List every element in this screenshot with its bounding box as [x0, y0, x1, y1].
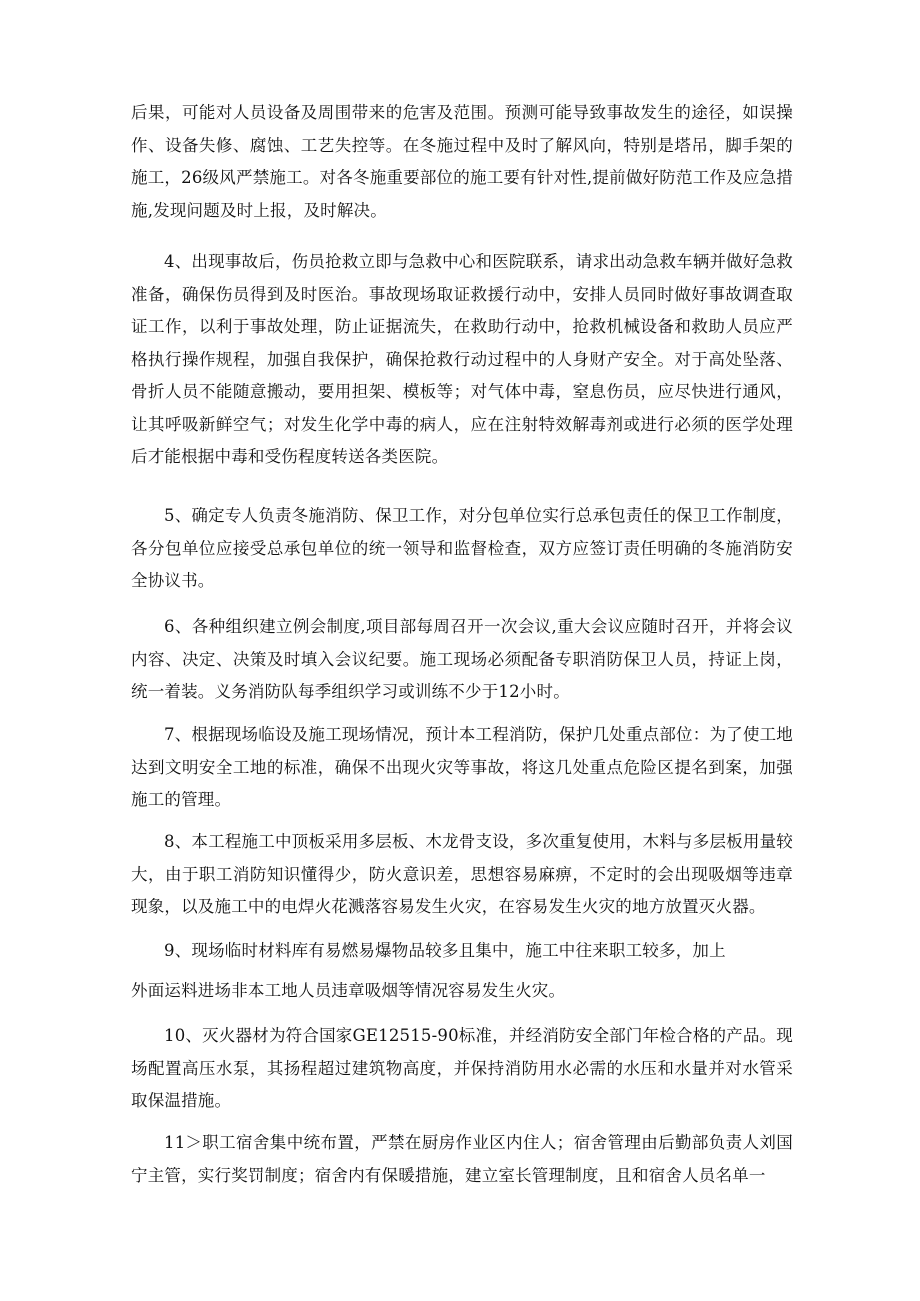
paragraph-item-10: 10、灭火器材为符合国家GE12515-90标准，并经消防安全部门年检合格的产品。现场配置高压水泵，其扬程超过建筑物高度，并保持消防用水必需的水压和水量并对水管采取保温措施。	[131, 1026, 793, 1110]
paragraph-item-4: 4、出现事故后，伤员抢救立即与急救中心和医院联系，请求出动急救车辆并做好急救准备，确保伤员得到及时医治。事故现场取证救援行动中，安排人员同时做好事故调查取证工作，以利于事故处理，防止证据流失，在救助行动中，抢救机械设备和救助人员应严格执行操作规程，加强自我保护，确保抢救行动过程中的人身财产安全。对于高处坠落、骨折人员不能随意搬动，要用担架、模板等；对气体中毒，窒息伤员，应尽快进行通风，让其呼吸新鲜空气；对发生化学中毒的病人，应在注射特效解毒剂或进行必须的医学处理后才能根据中毒和受伤程度转送各类医院。	[131, 252, 793, 466]
paragraph-item-6: 6、各种组织建立例会制度,项目部每周召开一次会议,重大会议应随时召开，并将会议内容、决定、决策及时填入会议纪要。施工现场必须配备专职消防保卫人员，持证上岗，统一着装。义务消防队每季组织学习或训练不少于12小时。	[131, 617, 793, 701]
paragraph-continuation: 后果，可能对人员设备及周围带来的危害及范围。预测可能导致事故发生的途径，如误操作、设备失修、腐蚀、工艺失控等。在冬施过程中及时了解风向，特别是塔吊，脚手架的施工，26级风严禁施工。对各冬施重要部位的施工要有针对性,提前做好防范工作及应急措施,发现问题及时上报，及时解决。	[131, 103, 793, 220]
paragraph-item-11: 11＞职工宿舍集中统布置，严禁在厨房作业区内住人；宿舍管理由后勤部负责人刘国宁主管，实行奖罚制度；宿舍内有保暖措施，建立室长管理制度，且和宿舍人员名单一	[131, 1133, 793, 1185]
paragraph-item-5: 5、确定专人负责冬施消防、保卫工作，对分包单位实行总承包责任的保卫工作制度，各分包单位应接受总承包单位的统一领导和监督检查，双方应签订责任明确的冬施消防安全协议书。	[131, 506, 793, 590]
paragraph-item-9: 9、现场临时材料库有易燃易爆物品较多且集中，施工中往来职工较多，加上	[164, 941, 726, 960]
paragraph-item-8: 8、本工程施工中顶板采用多层板、木龙骨支设，多次重复使用，木料与多层板用量较大，由于职工消防知识懂得少，防火意识差，思想容易麻痹，不定时的会出现吸烟等违章现象，以及施工中的电焊火花溅落容易发生火灾，在容易发生火灾的地方放置灭火器。	[131, 832, 793, 916]
paragraph-item-9-continuation: 外面运料进场非本工地人员违章吸烟等情况容易发生火灾。	[131, 981, 566, 1000]
paragraph-item-7: 7、根据现场临设及施工现场情况，预计本工程消防，保护几处重点部位：为了使工地达到文明安全工地的标准，确保不出现火灾等事故，将这几处重点危险区提名到案，加强施工的管理。	[131, 725, 793, 809]
